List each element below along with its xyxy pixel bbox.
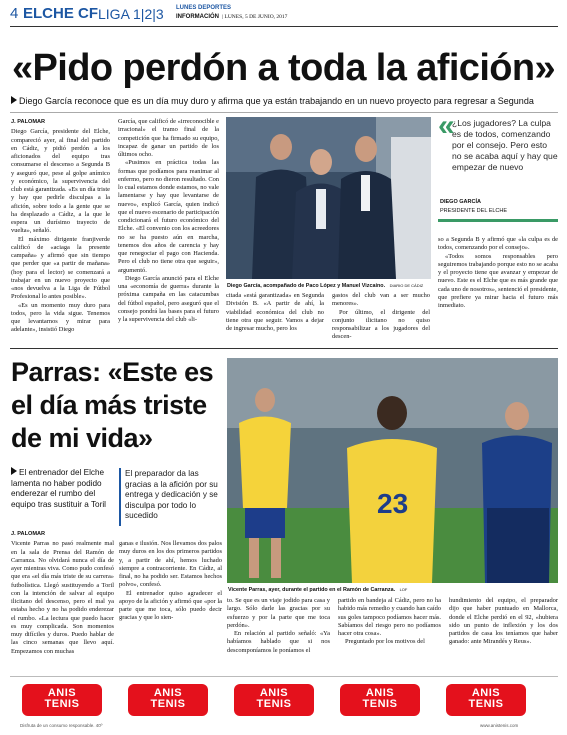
story2-summary: El preparador da las gracias a la afición por su entrega y dedicación y se disculpa por todo lo sucedido <box>125 469 218 520</box>
story1-deck-text: Diego García reconoce que es un día muy duro y afirma que ya están trabajando en un nuevo proyecto para regresar a Segunda <box>19 96 534 106</box>
story1-column-2 <box>118 118 219 344</box>
story2-col2-p2: El entrenador quiso agradecer el apoyo de la afición y afirmó que «por la parte que me toca, sólo puedo decir gracias y que lo sien- <box>119 589 222 622</box>
quote-author: DIEGO GARCÍA <box>440 199 481 205</box>
story2-byline: J. PALOMAR <box>11 531 46 537</box>
quote-author-role: PRESIDENTE DEL ELCHE <box>440 208 508 214</box>
story1-col1-p2: El máximo dirigente franjiverde calificó de «aciaga la presente campaña» y afirmó que sin tiempo que perder que «a partir de mañana» (hoy para el lector) se comenzará a trabajar en un nuevo proyecto que «nos devuelva a la Liga de Fútbol Profesional lo antes posible». <box>11 235 110 301</box>
section-name: ELCHE CF <box>23 5 98 22</box>
story2-col4-p2: Preguntado por los motivos del <box>345 638 425 646</box>
story1-col4-p2: Por último, el dirigente del conjunto ilicitano no quiso responsabilizar a los jugadores del descen- <box>332 308 430 341</box>
story2-photo-credit: LOF <box>399 587 408 592</box>
story2-column-2 <box>119 540 222 672</box>
ad-logo-1: ANIS TENIS <box>22 684 102 716</box>
story1-col2-p3: Diego García anunció para el Elche una «economía de guerra» durante la próxima campaña en las catacumbas del fútbol español, pero aseguró que el consejo pondrá las bases para el futuro y la supervivencia del club «li- <box>118 274 219 323</box>
ad-logo-5: ANIS TENIS <box>446 684 526 716</box>
story2-column-1 <box>11 530 114 672</box>
story2-summary-rule <box>119 468 121 526</box>
publication-name: LUNES DEPORTES <box>176 5 232 11</box>
story1-col2-p2: «Pusimos en práctica todas las formas que podíamos para reanimar al enfermo, pero no dieron resultado. Con lo cual estamos donde estamos, no vale lamentarse y hay que levantarse de nuevo», explicó García, quien indicó que el nuevo escenario de participación condicionará el futuro económico del Elche. «El convenio con los acreedores no se ha puesto aún en marcha, tenemos dos años de carencia y hay que renegociar el pago con Hacienda. Pero el club no tiene otra que seguir», argumentó. <box>118 159 219 274</box>
story1-col3-p1: citada «está garantizada» en Segunda División B. «A partir de ahí, la viabilidad económica del club no tiene otra que seguir. Vamos a dejar de ingresar mucho, pero los <box>226 292 324 332</box>
story-divider <box>10 348 558 349</box>
story2-column-4 <box>338 597 441 672</box>
story1-col4-p1: gastos del club van a ser mucho menores». <box>332 292 430 308</box>
quote-rule <box>438 219 558 222</box>
officials-photo-illustration <box>226 117 431 279</box>
story2-photo-caption <box>228 586 558 594</box>
story2-column-3 <box>227 597 330 672</box>
ad-logo-4: ANIS TENIS <box>340 684 420 716</box>
story2-column-5 <box>449 597 558 672</box>
story1-pull-quote <box>438 109 558 237</box>
story1-column-5 <box>438 236 558 344</box>
story1-col5-p1: so a Segunda B y afirmó que «la culpa es de todos, comenzando por el consejo». <box>438 236 558 252</box>
story1-column-3 <box>226 292 324 344</box>
issue-date: | LUNES, 5 DE JUNIO, 2017 <box>222 14 288 20</box>
story1-rule <box>10 112 558 113</box>
story2-col3-p1: to. Se que es un viaje jodido para casa y largo. Sólo darle las gracias por su esfuerzo y por la parte que me toca perdón». <box>227 597 330 629</box>
story1-caption-text: Diego García, acompañado de Paco López y Manuel Vizcaíno. <box>227 283 386 289</box>
story1-photo-credit: DIARIO DE CÁDIZ <box>389 283 424 288</box>
story2-photo <box>227 358 558 583</box>
page-header <box>10 5 558 25</box>
story1-deck <box>11 95 556 107</box>
story2-caption-text: Vicente Parras, ayer, durante el partido en el Ramón de Carranza. <box>228 587 396 593</box>
story1-byline: J. PALOMAR <box>11 119 46 125</box>
page-number: 4 <box>10 5 19 22</box>
story1-column-4 <box>332 292 430 344</box>
ad-disclaimer: Disfruta de un consumo responsable. 40º <box>20 723 103 728</box>
story2-headline: Parras: «Este es el día más triste de mi vida» <box>11 357 214 453</box>
story2-col1-p1: Vicente Parras no pasó realmente mal en la sala de Prensa del Ramón de Carranza. No olvidará nunca el día de ayer mientras viva. Como pudo confesó que era «el día más triste de su carrera» futbolística. Llegó sustituyendo a Toril con la intención de salvar al equipo ilicitano del descenso, pero el mal ya estaba hecho y no ha podido enderezar el rumbo. «La lectura que puedo hacer es muy complicada. Son momentos muy difíciles y duros. Puedo hablar de las cinco semanas que llevo aquí. Empezamos con muchas <box>11 540 114 655</box>
league-name: LIGA 1|2|3 <box>98 6 164 22</box>
story1-column-1 <box>11 118 110 344</box>
story2-col5-p1: hundimiento del equipo, el preparador dijo que haber puntuado en Mallorca, donde el Elche perdió en el 92, «hubiera sido un punto de inflexión y los dos partidos de casa los teníamos que haber ganado: ante Mirandés y Reus». <box>449 597 558 646</box>
story1-photo-caption <box>227 282 432 290</box>
ad-website: www.anistenis.com <box>480 723 519 728</box>
story1-col1-p3: «Es un momento muy duro para todos, pero la vida sigue. Tenemos que levantarnos y mirar para adelante», insistió Diego <box>11 301 110 334</box>
source-name: INFORMACIÓN <box>176 14 219 20</box>
deck2-arrow-icon <box>11 467 17 475</box>
story2-deck-text: El entrenador del Elche lamenta no haber podido enderezar el rumbo del equipo tras sustituir a Toril <box>11 468 106 509</box>
quote-text: ¿Los jugadores? La culpa es de todos, comenzando por el consejo. Pero esto no se acaba aquí y hay que empezar de nuevo <box>452 118 558 172</box>
story1-photo <box>226 117 431 279</box>
football-match-photo-illustration <box>227 358 558 583</box>
story2-col2-p1: ganas e ilusión. Nos llevamos dos palos muy duros en los dos primeros partidos y, a partir de ahí, hemos luchado siempre a contracorriente. En Cádiz, al final, no ha podido ser. Estamos hechos polvo», confesó. <box>119 540 222 589</box>
story2-deck <box>11 467 115 510</box>
header-rule <box>10 26 558 27</box>
story1-col2-p1: García, que calificó de «irreconocible e irracional» el tramo final de la competición que ha firmado su equipo, incapaz de ganar un partido de los últimos ocho. <box>118 118 219 158</box>
story1-col5-p2: «Todos somos responsables pero seguiremos trabajando porque esto no se acaba y el proyecto tiene que avanzar y empezar de nuevo. Este es el Elche que es más grande que cada uno de nosotros», sentenció el presidente, que prefiere ya mirar hacia el futuro más inmediato. <box>438 252 558 309</box>
footer-ad <box>10 676 558 733</box>
svg-text:23: 23 <box>377 488 409 519</box>
story1-col1-p1: Diego García, presidente del Elche, compareció ayer, al final del partido en Cádiz, y pidió perdón a los aficionados del equipo tras consumarse el descenso a Segunda B y aseguró que, pese al golpe anímico y económico, la supervivencia del club está garantizada. «Es un día triste y hay que pedirle disculpas a la afición, sobre todo a la gente que se ha desplazado a Cádiz, a la que le espera un durísimo trayecto de vuelta», señaló. <box>11 128 110 235</box>
ad-logo-2: ANIS TENIS <box>128 684 208 716</box>
deck-arrow-icon <box>11 96 17 104</box>
story1-headline: «Pido perdón a toda la afición» <box>12 47 556 89</box>
story2-col3-p2: En relación al partido señaló: «Ya habíamos hablado que si nos descomponíamos le poníamos el <box>227 630 330 654</box>
ad-logo-3: ANIS TENIS <box>234 684 314 716</box>
quote-open-icon: « <box>438 109 455 142</box>
story2-col4-p1: partido en bandeja al Cádiz, pero no ha habido más remedio y cuando han caído sus goles tampoco podíamos hacer más. Sabíamos del riesgo pero no podíamos hacer otra cosa». <box>338 597 441 637</box>
